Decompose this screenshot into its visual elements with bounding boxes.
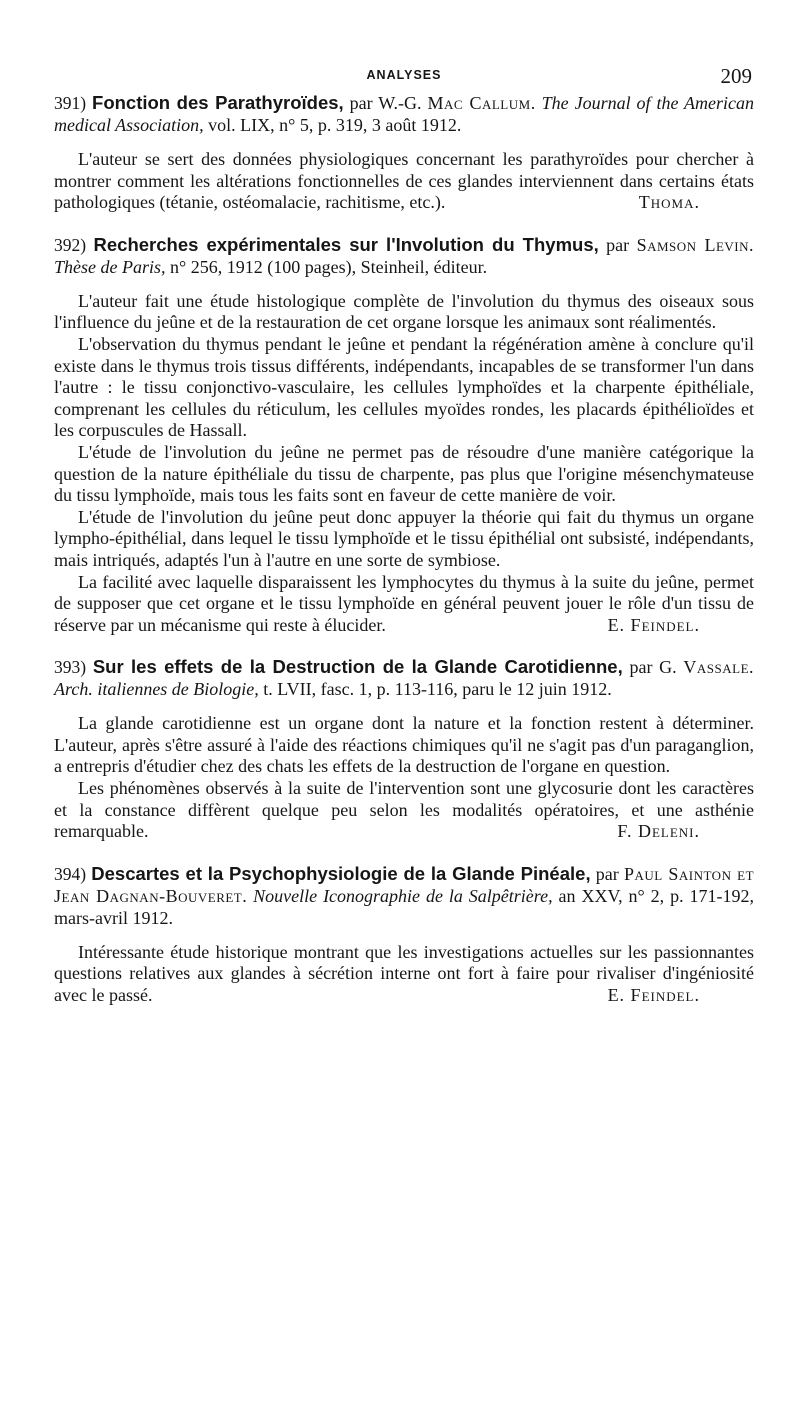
review-source: The Journal of the American medical Association, xyxy=(54,93,755,135)
review-paragraph: La facilité avec laquelle disparaissent les lymphocytes du thymus à la suite du jeûne, permet de supposer que cet organe et le tissu lymphoïde en général peuvent jouer le rôle d'un tissu de réserve par un mécanisme qui reste à élucider. E. Feindel. xyxy=(54,571,754,635)
review-author: Paul Sainton et Jean Dagnan-Bouveret. xyxy=(54,863,755,906)
review-number: 391) xyxy=(54,93,87,113)
review-paragraph: L'auteur se sert des données physiologiques concernant les parathyroïdes pour chercher à montrer comment les altérations fonctionnelles de ces glandes interviennent dans certains états pathologiques (tétanie, ostéomalacie, rachitisme, etc.). Thoma. xyxy=(54,149,754,213)
author-prefix: par xyxy=(606,234,630,255)
review-signature: Thoma. xyxy=(638,192,700,213)
review-signature: F. Deleni. xyxy=(617,821,700,842)
review-heading xyxy=(54,656,754,700)
review-author: Samson Levin. xyxy=(636,234,754,255)
review-number: 392) xyxy=(54,234,87,255)
review-391 xyxy=(54,92,754,214)
author-prefix: par xyxy=(595,863,619,884)
review-details: t. LVII, fasc. 1, p. 113-116, paru le 12 juin 1912. xyxy=(263,679,612,700)
review-title: Recherches expérimentales sur l'Involution du Thymus, xyxy=(93,233,599,255)
journal-page xyxy=(54,62,754,1007)
review-paragraph: Intéressante étude historique montrant que les investigations actuelles sur les passionnantes questions relatives aux glandes à sécrétion interne ont fort à faire pour rivaliser d'ingéniosité avec le passé. E. Feindel. xyxy=(54,941,754,1006)
review-393 xyxy=(54,656,754,843)
review-heading xyxy=(54,234,754,278)
review-details: n° 256, 1912 (100 pages), Steinheil, éditeur. xyxy=(170,256,488,277)
review-paragraph: L'observation du thymus pendant le jeûne et pendant la régénération amène à conclure qu'il existe dans le thymus trois tissus différents, indépendants, incapables de se transformer l'un dans l'autre : le tissu conjonctivo-vasculaire, les cellules lymphoïdes et la charpente épithéliale, comprenant les cellules du réticulum, les cellules myoïdes rondes, les placards épithélioïdes et les corpuscules de Hassall. xyxy=(54,333,754,441)
review-signature: E. Feindel. xyxy=(607,614,700,635)
review-number: 393) xyxy=(54,657,87,678)
review-source: Thèse de Paris, xyxy=(54,256,166,277)
page-number: 209 xyxy=(720,64,752,88)
review-author: Vassale. xyxy=(683,657,755,678)
review-title: Descartes et la Psychophysiologie de la Glande Pinéale, xyxy=(91,862,591,884)
review-details: an XXV, n° 2, p. 171-192, mars-avril 1912. xyxy=(54,885,755,928)
review-392 xyxy=(54,234,754,637)
review-paragraph: L'auteur fait une étude histologique complète de l'involution du thymus des oiseaux sous l'influence du jeûne et de la restauration de cet organe lorsque les animaux sont réalimentés. xyxy=(54,290,754,333)
author-prefix: par G. xyxy=(629,657,677,678)
review-source: Nouvelle Iconographie de la Salpêtrière, xyxy=(253,885,553,906)
review-paragraph: L'étude de l'involution du jeûne peut donc appuyer la théorie qui fait du thymus un organe lympho-épithélial, dans lequel le tissu lymphoïde et le tissu épithélial ont subsisté, indépendants, mais intriqués, adaptés l'un à l'autre en une sorte de symbiose. xyxy=(54,506,754,570)
review-source: Arch. italiennes de Biologie, xyxy=(54,679,259,700)
review-394 xyxy=(54,863,754,1007)
review-title: Sur les effets de la Destruction de la Glande Carotidienne, xyxy=(92,656,623,678)
review-details: vol. LIX, n° 5, p. 319, 3 août 1912. xyxy=(208,115,462,135)
review-heading xyxy=(54,92,754,136)
review-signature: E. Feindel. xyxy=(607,985,700,1006)
review-paragraph: L'étude de l'involution du jeûne ne permet pas de résoudre d'une manière catégorique la question de la nature épithéliale du tissu de charpente, pas plus que l'origine mésenchymateuse du tissu lymphoïde, mais tous les faits sont en faveur de cette manière de voir. xyxy=(54,441,754,506)
review-title: Fonction des Parathyroïdes, xyxy=(92,92,344,113)
review-author: Mac Callum. xyxy=(427,93,536,113)
running-header xyxy=(54,62,754,92)
running-title: ANALYSES xyxy=(366,68,442,82)
author-prefix: par W.-G. xyxy=(349,93,422,113)
review-paragraph: La glande carotidienne est un organe dont la nature et la fonction restent à déterminer. L'auteur, après s'être assuré à l'aide des réactions chimiques qu'il ne s'agit pas d'un paraganglion, a entrepris d'étudier chez des chats les effets de la destruction de l'organe en question. xyxy=(54,713,754,777)
review-number: 394) xyxy=(54,863,87,884)
review-heading xyxy=(54,863,754,929)
review-paragraph: Les phénomènes observés à la suite de l'intervention sont une glycosurie dont les caractères et la constance diffèrent quelque peu selon les modalités opératoires, et une asthénie remarquable. F. Deleni. xyxy=(54,778,754,842)
